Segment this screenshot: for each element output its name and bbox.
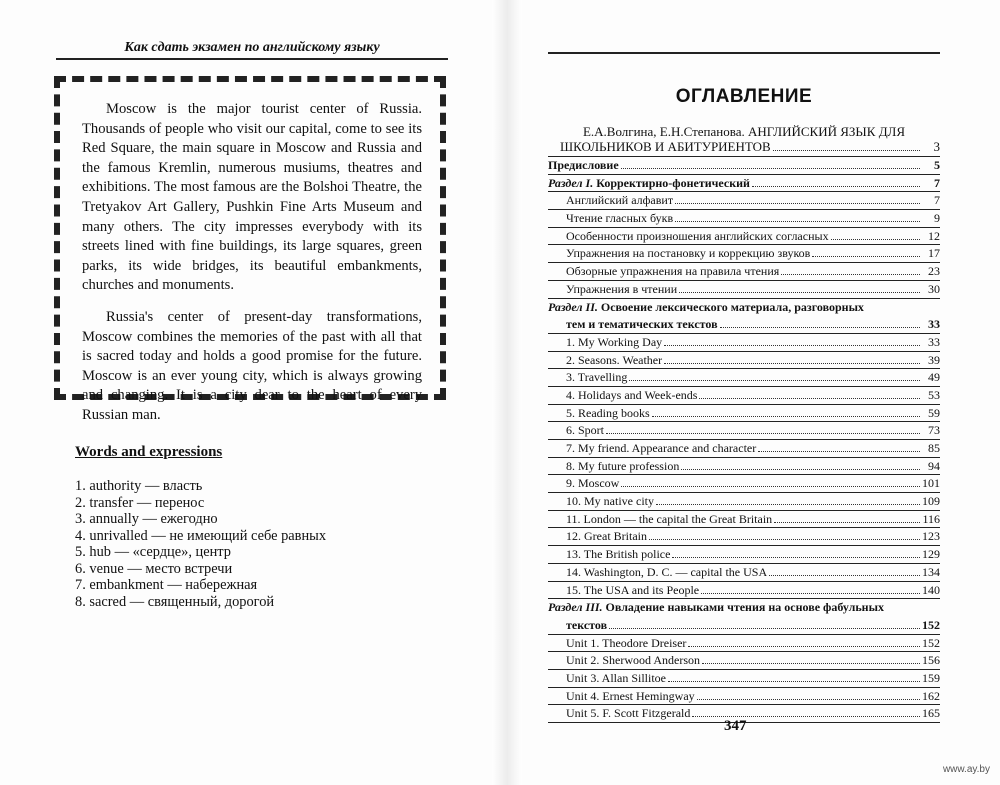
toc-entry-title: Английский алфавит xyxy=(566,193,674,208)
toc-entry xyxy=(548,263,940,281)
leader-dots xyxy=(668,681,920,682)
toc-entry-title: Unit 5. F. Scott Fitzgerald xyxy=(566,706,691,721)
toc-intro-line-2 xyxy=(548,139,940,154)
toc-page-number: 17 xyxy=(928,246,940,261)
book-gutter xyxy=(492,0,522,785)
toc-page-number: 49 xyxy=(928,370,940,385)
words-title: Words and expressions xyxy=(75,444,223,460)
toc-section-label: Раздел II. xyxy=(548,299,598,314)
toc-page-number: 12 xyxy=(928,228,940,243)
toc-entry-title: 7. My friend. Appearance and character xyxy=(566,441,757,456)
toc-entry xyxy=(548,228,940,246)
toc-entry xyxy=(548,458,940,476)
toc-entry-title: Чтение гласных букв xyxy=(566,211,674,226)
toc-intro-line-1: Е.А.Волгина, Е.Н.Степанова. АНГЛИЙСКИЙ ЯЗЫК ДЛЯ xyxy=(582,124,906,139)
toc-entry-line xyxy=(548,617,940,635)
toc-entry-title: 12. Great Britain xyxy=(566,529,647,544)
word-item: 4. unrivalled — не имеющий себе равных xyxy=(75,527,327,544)
toc-entry xyxy=(548,210,940,228)
toc-entry-title: 15. The USA and its People xyxy=(566,582,700,597)
moscow-paragraph-1: Moscow is the major tourist center of Russia. Thousands of people who visit our capital, come to see its Red Square, the main square in Moscow and Russia and the famous Kremlin, numerous musiums, theatres and exhibitions. The most famous are the Bolshoi Theatre, the Tretyakov Art Gallery, Pushkin Fine Arts Museum and many others. The city impresses everybody with its streets lined with fine buildings, its large squares, green parks, its wide bridges, its beautiful embankments, churches and monuments. xyxy=(82,101,422,294)
moscow-paragraph-2: Russia's center of present-day transformations, Moscow combines the memories of the past with all that is sacred today and holds a good promise for the future. Moscow is an ever young city, which is always growing and changing. It is a city dear to the heart of every Russian man. xyxy=(82,308,422,423)
toc-entry-line xyxy=(548,599,940,617)
toc-entry-title: 6. Sport xyxy=(566,423,605,438)
leader-dots xyxy=(769,575,920,576)
toc-page-number: 5 xyxy=(934,158,940,172)
toc-entry-title: Освоение лексического материала, разговорных xyxy=(600,299,864,314)
toc-entry xyxy=(548,493,940,511)
toc-entry xyxy=(548,688,940,706)
toc-entry xyxy=(548,369,940,387)
right-page-rule xyxy=(548,52,940,54)
toc-entry-title: 2. Seasons. Weather xyxy=(566,352,663,367)
toc-page-number: 59 xyxy=(928,405,940,420)
leader-dots xyxy=(652,416,920,417)
toc-page-number: 7 xyxy=(934,175,940,190)
toc-page-number: 109 xyxy=(922,494,940,509)
leader-dots xyxy=(702,663,920,664)
toc-entry-title: Корректирно-фонетический xyxy=(596,175,750,190)
toc-entry-title: Особенности произношения английских согласных xyxy=(566,228,829,243)
toc-page-number: 53 xyxy=(928,387,940,402)
leader-dots xyxy=(681,469,920,470)
text-box-content xyxy=(82,100,422,438)
toc-page-number: 39 xyxy=(928,352,940,367)
running-head: Как сдать экзамен по английскому языку xyxy=(56,40,448,60)
toc-entry-title-continued: текстов xyxy=(566,617,608,632)
leader-dots xyxy=(679,292,920,293)
toc-entry-title-continued: тем и тематических текстов xyxy=(566,317,718,332)
toc-entry xyxy=(548,245,940,263)
toc-page-number: 30 xyxy=(928,281,940,296)
toc-entry-title: Предисловие xyxy=(548,158,619,172)
toc-page-number: 23 xyxy=(928,264,940,279)
word-item: 3. annually — ежегодно xyxy=(75,511,218,527)
toc-page-number: 85 xyxy=(928,441,940,456)
toc-entry xyxy=(548,422,940,440)
toc-entry xyxy=(548,405,940,423)
leader-dots xyxy=(675,203,920,204)
toc-entry xyxy=(548,635,940,653)
toc-entry xyxy=(548,582,940,600)
toc-entry xyxy=(548,475,940,493)
leader-dots xyxy=(697,699,920,700)
leader-dots xyxy=(781,274,920,275)
leader-dots xyxy=(831,239,920,240)
toc-page-number: 156 xyxy=(922,653,940,668)
toc-entry xyxy=(548,175,940,193)
toc-entry xyxy=(548,511,940,529)
toc-entry-title: Unit 3. Allan Sillitoe xyxy=(566,670,667,685)
leader-dots xyxy=(675,221,920,222)
toc-entry-title: 10. My native city xyxy=(566,494,654,509)
leader-dots xyxy=(629,380,920,381)
leader-dots xyxy=(649,539,920,540)
leader-dots xyxy=(699,398,920,399)
watermark: www.ay.by xyxy=(942,764,990,775)
toc-entry xyxy=(548,652,940,670)
leader-dots xyxy=(688,646,920,647)
leader-dots xyxy=(609,628,920,629)
page-number: 347 xyxy=(724,718,747,734)
toc-entry xyxy=(548,670,940,688)
leader-dots xyxy=(812,256,920,257)
word-item: 5. hub — «сердце», центр xyxy=(75,544,231,560)
toc-page-number: 123 xyxy=(922,529,940,544)
toc-entry-title: 3. Travelling xyxy=(566,370,628,385)
toc-entry xyxy=(548,281,940,299)
toc-entry-title: Unit 2. Sherwood Anderson xyxy=(566,653,700,668)
toc-entry-title: 9. Moscow xyxy=(566,476,620,491)
toc-entry-title: 5. Reading books xyxy=(566,405,650,420)
toc-entry xyxy=(548,546,940,564)
toc-intro-title: ШКОЛЬНИКОВ И АБИТУРИЕНТОВ xyxy=(560,139,771,154)
toc-page-number: 134 xyxy=(922,564,940,579)
leader-dots xyxy=(752,186,920,187)
word-item: 7. embankment — набережная xyxy=(75,577,258,593)
leader-dots xyxy=(672,557,920,558)
leader-dots xyxy=(720,327,920,328)
toc-page-number: 162 xyxy=(922,688,940,703)
toc-entry-title: Обзорные упражнения на правила чтения xyxy=(566,264,780,279)
toc-page-number: 165 xyxy=(922,706,940,721)
toc-entry-title: Овладение навыками чтения на основе фабульных xyxy=(605,600,884,615)
word-item: 2. transfer — перенос xyxy=(75,494,205,511)
toc-entry-title: 11. London — the capital the Great Britain xyxy=(566,511,773,526)
toc-page-number: 9 xyxy=(934,211,940,226)
words-list xyxy=(75,478,326,610)
toc-entry xyxy=(548,299,940,334)
toc-section-label: Раздел III. xyxy=(548,600,603,615)
leader-dots xyxy=(664,363,920,364)
toc-entry-title: 14. Washington, D. C. — capital the USA xyxy=(566,564,768,579)
toc-page-number: 3 xyxy=(933,139,940,154)
toc-entry-title: Упражнения в чтении xyxy=(566,281,678,296)
toc-entry xyxy=(548,599,940,634)
toc-page-number: 159 xyxy=(922,670,940,685)
toc-entry xyxy=(548,528,940,546)
toc-entry xyxy=(548,387,940,405)
table-of-contents xyxy=(548,156,940,723)
toc-page-number: 152 xyxy=(922,617,940,632)
toc-entry xyxy=(548,334,940,352)
leader-dots xyxy=(606,433,920,434)
toc-heading: ОГЛАВЛЕНИЕ xyxy=(675,86,813,107)
toc-section-label: Раздел I. xyxy=(548,175,594,190)
toc-page-number: 73 xyxy=(928,423,940,438)
toc-entry-title: 8. My future profession xyxy=(566,458,680,473)
toc-entry xyxy=(548,157,940,175)
leader-dots xyxy=(621,486,920,487)
toc-page-number: 101 xyxy=(922,476,940,491)
word-item: 1. authority — власть xyxy=(75,478,203,494)
toc-page-number: 140 xyxy=(922,582,940,597)
toc-entry-line xyxy=(548,316,940,334)
leader-dots xyxy=(774,522,920,523)
toc-page-number: 116 xyxy=(922,511,940,526)
toc-entry xyxy=(548,192,940,210)
toc-intro xyxy=(548,124,940,154)
leader-dots xyxy=(773,150,920,151)
toc-page-number: 129 xyxy=(922,547,940,562)
toc-entry-title: 4. Holidays and Week-ends xyxy=(566,387,698,402)
leader-dots xyxy=(656,504,920,505)
toc-entry-title: Unit 1. Theodore Dreiser xyxy=(566,635,687,650)
leader-dots xyxy=(758,451,920,452)
toc-page-number: 94 xyxy=(928,458,940,473)
toc-page-number: 152 xyxy=(922,635,940,650)
toc-entry xyxy=(548,352,940,370)
leader-dots xyxy=(701,593,920,594)
toc-entry-title: Упражнения на постановку и коррекцию звуков xyxy=(566,246,811,261)
toc-page-number: 33 xyxy=(928,334,940,349)
word-item: 8. sacred — священный, дорогой xyxy=(75,593,275,610)
toc-entry-line xyxy=(548,299,940,317)
text-box xyxy=(54,76,446,423)
leader-dots xyxy=(621,168,920,169)
toc-page-number: 33 xyxy=(928,317,940,332)
toc-entry xyxy=(548,440,940,458)
leader-dots xyxy=(664,345,920,346)
toc-page-number: 7 xyxy=(934,193,940,208)
toc-entry-title: 13. The British police xyxy=(566,547,671,562)
toc-entry-title: 1. My Working Day xyxy=(566,334,663,349)
word-item: 6. venue — место встречи xyxy=(75,560,233,577)
toc-entry xyxy=(548,564,940,582)
toc-entry-title: Unit 4. Ernest Hemingway xyxy=(566,688,695,703)
